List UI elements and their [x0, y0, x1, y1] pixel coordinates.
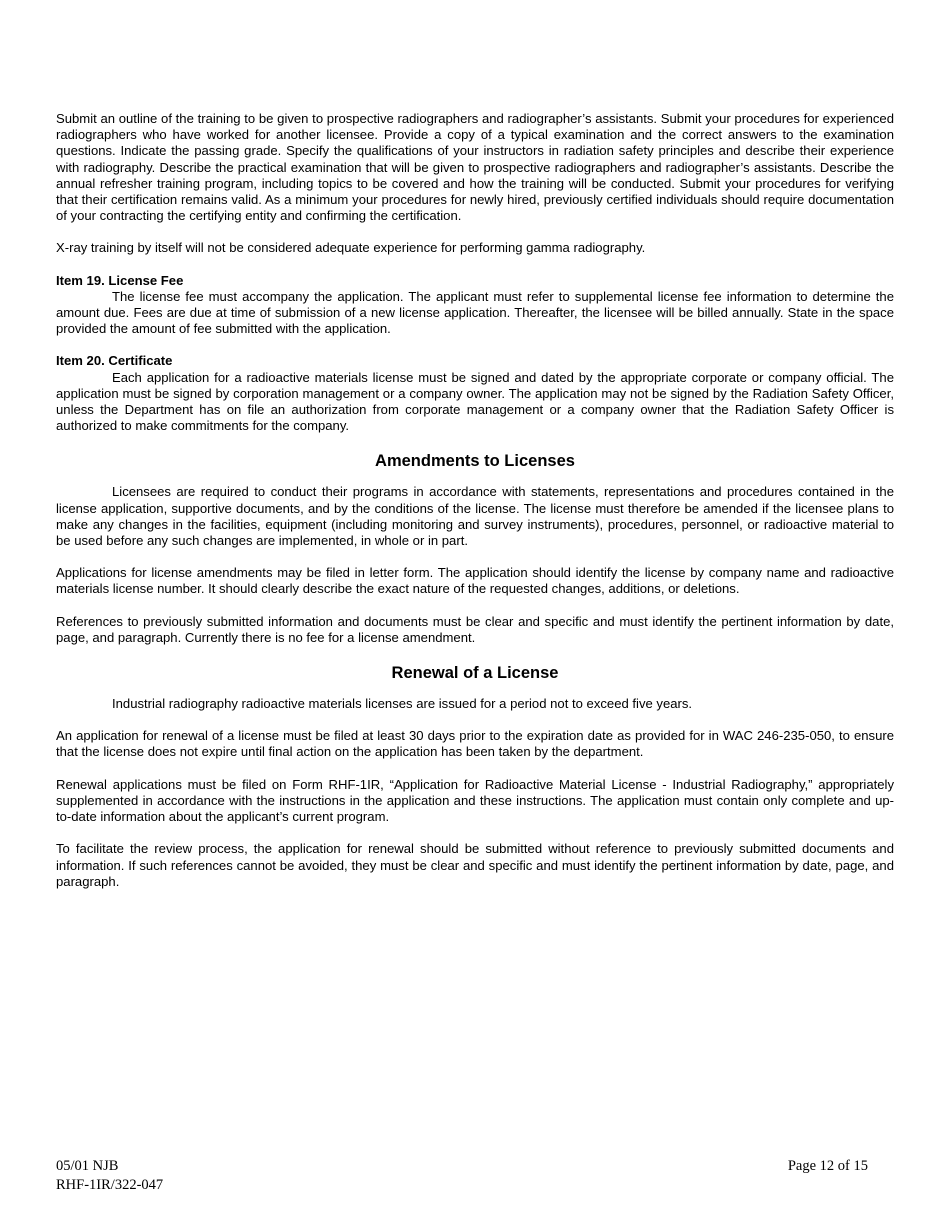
- item-20-text: Each application for a radioactive materials license must be signed and dated by the appropriate corporate or company official. The application must be signed by corporation management or a company owner. The application may not be signed by the Radiation Safety Officer, unless the Department has on file an authorization from corporate management or a company owner that the Radiation Safety Officer is authorized to make commitments for the company.: [56, 369, 894, 434]
- amendments-section-title: Amendments to Licenses: [375, 452, 575, 471]
- item-19-heading: Item 19. License Fee: [56, 272, 184, 288]
- document-body: [56, 111, 894, 890]
- renewal-paragraph-4: To facilitate the review process, the application for renewal should be submitted without reference to previously submitted documents and information. If such references cannot be avoided, they must be clear and specific and must identify the pertinent information by date, page, and paragraph.: [56, 841, 894, 889]
- amendments-paragraph-1: Licensees are required to conduct their programs in accordance with statements, representations and procedures contained in the license application, supportive documents, and by the conditions of the license. The license must therefore be amended if the licensee plans to make any changes in the facilities, equipment (including monitoring and survey instruments), procedures, personnel, or radioactive material to be used before any such changes are implemented, in whole or in part.: [56, 484, 894, 549]
- page-number: Page 12 of 15: [787, 1158, 868, 1174]
- renewal-paragraph-3: Renewal applications must be filed on Form RHF-1IR, “Application for Radioactive Material License - Industrial Radiography,” appropriately supplemented in accordance with the instructions in the application and these instructions. The application must contain only complete and up-to-date information about the applicant’s current program.: [56, 776, 894, 825]
- item-20-heading: Item 20. Certificate: [56, 353, 173, 369]
- renewal-section-title: Renewal of a License: [391, 664, 559, 683]
- renewal-paragraph-1: Industrial radiography radioactive materials licenses are issued for a period not to exceed five years.: [112, 696, 693, 712]
- amendments-paragraph-2: Applications for license amendments may be filed in letter form. The application should identify the license by company name and radioactive materials license number. It should clearly describe the exact nature of the requested changes, additions, or deletions.: [56, 565, 894, 597]
- amendments-paragraph-3: References to previously submitted information and documents must be clear and specific and must identify the pertinent information by date, page, and paragraph. Currently there is no fee for a license amendment.: [56, 613, 894, 645]
- renewal-paragraph-2: An application for renewal of a license must be filed at least 30 days prior to the expiration date as provided for in WAC 246-235-050, to ensure that the license does not expire until final action on the application has been taken by the department.: [56, 728, 894, 760]
- xray-training-paragraph: X-ray training by itself will not be considered adequate experience for performing gamma radiography.: [56, 240, 646, 256]
- item-19-text: The license fee must accompany the application. The applicant must refer to supplemental license fee information to determine the amount due. Fees are due at time of submission of a new license application. Thereafter, the licensee will be billed annually. State in the space provided the amount of fee submitted with the application.: [56, 288, 894, 337]
- training-paragraph: Submit an outline of the training to be given to prospective radiographers and radiographer’s assistants. Submit your procedures for experienced radiographers who have worked for another licensee. Provide a copy of a typical examination and the correct answers to the examination questions. Indicate the passing grade. Specify the qualifications of your instructors in radiation safety principles and describe their experience with radiography. Describe the practical examination that will be given to prospective radiographers and radiographer’s assistants. Describe the annual refresher training program, including topics to be covered and how the training will be conducted. Submit your procedures for verifying that their certification remains valid. As a minimum your procedures for newly hired, previously certified individuals should require documentation of your contracting the certifying entity and confirming the certification.: [56, 111, 894, 224]
- footer-form-id: [56, 1157, 163, 1195]
- footer-revision: 05/01 NJB: [56, 1158, 119, 1174]
- footer-form-number: RHF-1IR/322-047: [56, 1177, 164, 1193]
